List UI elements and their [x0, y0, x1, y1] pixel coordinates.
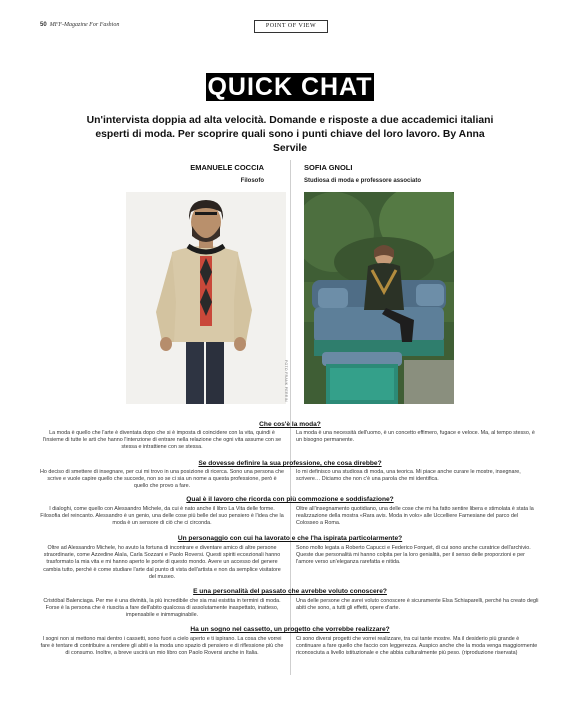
question-3: Qual è il lavoro che ricorda con più commozione e soddisfazione?	[186, 496, 394, 503]
answer-4-left: Oltre ad Alessandro Michele, ho avuto la fortuna di incontrare e diventare amico di altre persone straordinarie, come Azzedine Alaïa, Carla Sozzani e Paolo Roversi. Questi spiriti eccezionali hanno trasformato la mia vita e mi hanno aperto le porte di questo mondo. Avere un accesso del genere cambia tutto, perché è come studiare l'arte dal punto di vista dell'artista e non da semplice visitatore del museo.	[43, 545, 281, 580]
question-5: E una personalità del passato che avrebbe voluto conoscere?	[193, 588, 387, 595]
page-header	[40, 22, 119, 28]
person-name-left: EMANUELE COCCIA	[190, 163, 264, 172]
question-6: Ha un sogno nel cassetto, un progetto che vorrebbe realizzare?	[190, 626, 390, 633]
answer-3-right: Oltre all'insegnamento quotidiano, una delle cose che mi ha fatto sentire libera e stimolata è stata la realizzazione della mostra «Rara avis. Moda in volo» alle Uccelliere Farnesiane del parco del Colosseo a Roma.	[296, 506, 534, 527]
answer-2-right: Io mi definisco una studiosa di moda, una teorica. Mi piace anche curare le mostre, insegnare, scrivere… Diciamo che non c'è una parola che mi identifica.	[296, 469, 521, 483]
magazine-name: MFF-Magazine For Fashion	[49, 22, 120, 28]
section-label: POINT OF VIEW	[254, 20, 328, 33]
answer-5-right: Una delle persone che avrei voluto conoscere è sicuramente Elsa Schiaparelli, perché ha creato degli abiti che sono, a tutti gli effetti, opere d'arte.	[296, 598, 539, 612]
intro-text: Un'intervista doppia ad alta velocità. Domande e risposte a due accademici italiani esperti di moda. Per scoprire quali sono i punti chiave del loro lavoro. By Anna Servile	[86, 115, 494, 154]
answer-6-left: I sogni non si mettono mai dentro i cassetti, sono fuori a cielo aperto e ti ispirano. La cosa che vorrei fare è tentare di contribuire a rendere gli abiti e la moda uno spazio di pensiero e di riflessione più che di consumo. Inoltre, a breve uscirà un mio libro con Paolo Roversi anche in Italia.	[40, 636, 284, 657]
answer-5-left: Cristóbal Balenciaga. Per me è una divinità, la più incredibile che sia mai esistita in termini di moda. Forse è la persona che è riuscita a fare dell'abito qualcosa di assolutamente inaspettato, inatteso, impensabile e inimmaginabile.	[43, 598, 281, 619]
answer-1-right: La moda è una necessità dell'uomo, è un concetto effimero, fugace e veloce. Ma, al tempo stesso, è un bisogno permanente.	[296, 430, 535, 444]
answer-4-right: Sono molto legata a Roberto Capucci e Federico Forquet, di cui sono anche curatrice dell'archivio. Queste due personalità mi hanno colpita per la loro genialità, per il senso delle proporzioni e per l'amore verso un'eleganza rarefatta e nitida.	[296, 545, 531, 566]
photo-credit: FOTO FRANK PERRIN	[284, 360, 288, 402]
page-title: QUICK CHAT	[207, 73, 373, 101]
question-2: Se dovesse definire la sua professione, che cosa direbbe?	[198, 460, 382, 467]
person-name-right: SOFIA GNOLI	[304, 163, 353, 172]
answer-6-right: Ci sono diversi progetti che vorrei realizzare, tra cui tante mostre. Ma il desiderio più grande è continuare a fare quello che faccio con leggerezza. Auspico anche che la moda venga maggiormente riconosciuta a livello istituzionale e che abbia culturalmente più peso. (riproduzione riservata)	[296, 636, 538, 657]
portrait-photo-right	[304, 192, 454, 404]
question-1: Che cos'è la moda?	[259, 421, 321, 428]
answer-3-left: I dialoghi, come quello con Alessandro Michele, da cui è nato anche il libro La Vita delle forme. Filosofia del reincanto. Alessandro è un genio, una delle cose più belle del suo pensiero è l'idea che la moda è un sensore di ciò che ci circonda.	[40, 506, 284, 527]
question-4: Un personaggio con cui ha lavorato e che l'ha ispirata particolarmente?	[177, 535, 403, 542]
person-role-left: Filosofo	[240, 178, 264, 184]
answer-2-left: Ho deciso di smettere di insegnare, per cui mi trovo in una posizione di ricerca. Sono una persona che scrive e vuole capire quello che succede, non so se ci sia un nome a questa professione, però è quello che provo a fare.	[40, 469, 284, 490]
page-number: 50	[40, 22, 47, 28]
portrait-photo-left	[126, 192, 286, 404]
answer-1-left: La moda è quello che l'arte è diventata dopo che si è imposta di coincidere con la vita, quindi è l'insieme di tutte le arti che hanno l'intenzione di entrare nella relazione che ogni vita assume con se stessa e intrattiene con se stessa.	[42, 430, 282, 451]
column-divider	[290, 160, 291, 675]
person-role-right: Studiosa di moda e professore associato	[304, 178, 422, 184]
